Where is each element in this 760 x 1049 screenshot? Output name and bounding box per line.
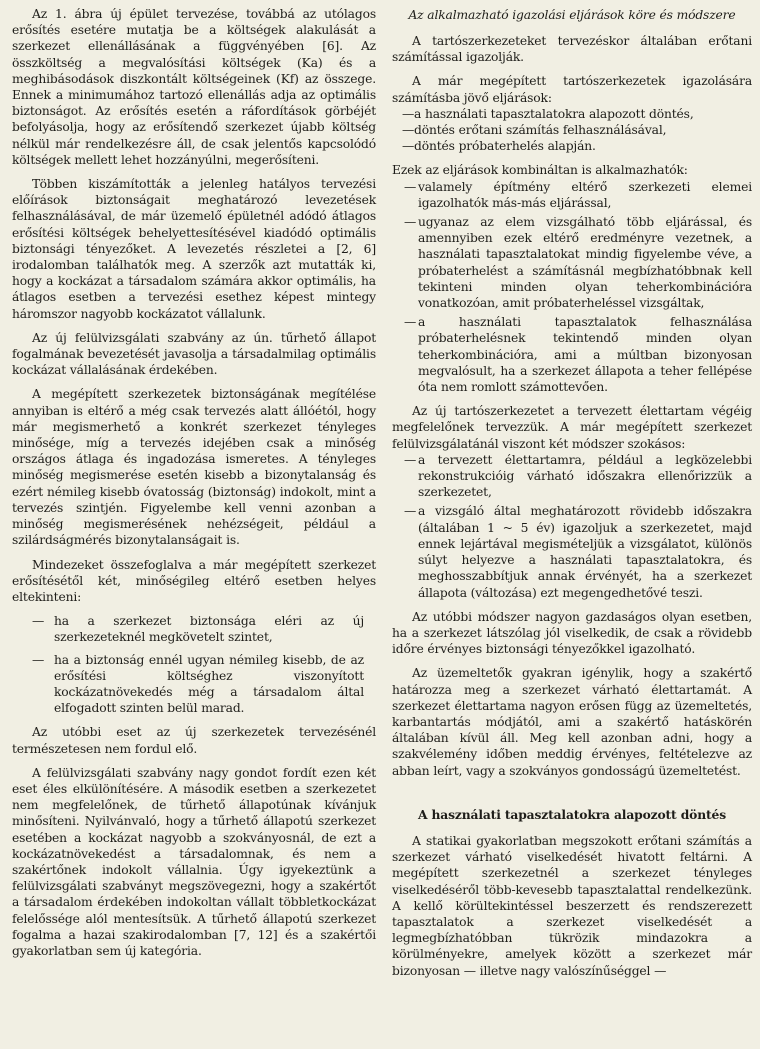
- right-column: [392, 6, 752, 987]
- combination-list: [392, 179, 752, 396]
- paragraph: Az üzemeltetők gyakran igénylik, hogy a szakértő határozza meg a szerkezet várható élettartamát. A szerkezet élettartama nagyon erősen függ az üzemeltetés, karbantartás módjától, ami a szakértő hatáskörén általában kívül áll. Meg kell azonban adni, hogy a szakvélemény időben meddig érvényes, feltételezve az abban leírt, vagy a szokványos gondosságú üzemeltetést.: [392, 666, 752, 778]
- list-item: — a használati tapasztalatokra alapozott döntés,: [392, 106, 752, 122]
- paragraph: Mindezeket összefoglalva a már megépített szerkezet erősítésétől két, minőségileg eltérő esetben helyes eltekinteni:: [12, 557, 376, 604]
- list-item: — ha a szerkezet biztonsága eléri az új szerkezeteknél megkövetelt szintet,: [28, 613, 364, 645]
- method-list: [392, 452, 752, 601]
- paragraph: Az új tartószerkezetet a tervezett élettartam végéig megfelelőnek tervezzük. A már megépített szerkezet felülvizsgálatánál viszont két módszer szokásos:: [392, 404, 752, 451]
- list-item: — a vizsgáló által meghatározott rövidebb időszakra (általában 1 ~ 5 év) igazoljuk a szerkezetet, majd ennek lejártával megismételjük a vizsgálatot, különös súlyt helyezve a használati tapasztalatokra, és meghosszabbítjuk annak érvényét, ha a szerkezet állapota (változása) ezt megengedhetővé teszi.: [392, 503, 752, 600]
- list-item: — valamely építmény eltérő szerkezeti elemei igazolhatók más-más eljárással,: [392, 179, 752, 211]
- paragraph: A már megépített tartószerkezetek igazolására számításba jövő eljárások:: [392, 74, 752, 105]
- list-item: — a tervezett élettartamra, például a legközelebbi rekonstrukcióig várható időszakra ellenőrizzük a szerkezetet,: [392, 452, 752, 501]
- list-item: — döntés erőtani számítás felhasználásával,: [392, 122, 752, 138]
- paragraph: A tartószerkezeteket tervezéskor általában erőtani számítással igazolják.: [392, 34, 752, 65]
- paragraph: Az utóbbi eset az új szerkezetek tervezésénél természetesen nem fordul elő.: [12, 725, 376, 756]
- list-item: — ha a biztonság ennél ugyan némileg kisebb, de az erősítési költséghez viszonyított kockázatnövekedés még a társadalom által elfogadott szinten belül marad.: [28, 652, 364, 717]
- paragraph: Ezek az eljárások kombináltan is alkalmazhatók:: [392, 163, 688, 178]
- section-heading: Az alkalmazható igazolási eljárások köre és módszere: [408, 8, 736, 22]
- procedure-list: [392, 106, 752, 155]
- paragraph: Az utóbbi módszer nagyon gazdaságos olyan esetben, ha a szerkezet látszólag jól viselkedik, de csak a rövidebb időre érvényes biztonsági tényezőkkel igazolható.: [392, 609, 752, 657]
- paragraph: A felülvizsgálati szabvány nagy gondot fordít ezen két eset éles elkülönítésére. A második esetben a szerkezetet nem megfelelőnek, de tűrhető állapotúnak kívánjuk minősíteni. Nyilvánvaló, hogy a tűrhető állapotú szerkezet esetében a kockázat nagyobb a szokványosnál, de ezt a kockázatnövekedést a társadalomnak, és nem a szakértőnek indokolt vállalnia. Úgy igyekeztünk a felülvizsgálati szabványt megszövegezni, hogy a szakértőt a társadalom érdekében indokoltan vállalt többletkockázat felelőssége alól mentesítsük. A tűrhető állapotú szerkezet fogalma a hazai szakirodalomban [7, 12] és a szakértői gyakorlatban sem új kategória.: [12, 765, 376, 958]
- list-item: — a használati tapasztalatok felhasználása próbaterhelésnek tekintendő minden olyan teherkombinációra, ami a múltban bizonyosan megvalósult, ha a szerkezet állapota a teher fellépése óta nem romlott számottevően.: [392, 314, 752, 395]
- case-list: [28, 613, 364, 716]
- list-item: — döntés próbaterhelés alapján.: [392, 138, 752, 154]
- paragraph: Az 1. ábra új épület tervezése, továbbá az utólagos erősítés esetére mutatja be a költségek alakulását a szerkezet ellenállásának a függvényében [6]. Az összköltség a megvalósítási költségek (Ka) és a meghibásodások diszkontált költségeinek (Kf) az összege. Ennek a minimumához tartozó ellenállás adja az optimális biztonságot. Az erősítés esetén a ráfordítások görbéjét befolyásolja, hogy az erősítendő szerkezet újabb költség nélkül már rendelkezésre áll, de csak jelentős kapcsolódó költségek mellett lehet hozzányúlni, megerősíteni.: [12, 7, 376, 167]
- section-heading: A használati tapasztalatokra alapozott döntés: [417, 806, 726, 822]
- left-column: [12, 6, 376, 967]
- paragraph: A megépített szerkezetek biztonságának megítélése annyiban is eltérő a még csak tervezés alatt állóétól, hogy már megismerhető a konkrét szerkezet tényleges minősége, míg a tervezés idejében csak a minőség országos átlaga és ingadozása ismeretes. A tényleges minőség megismerése esetén kisebb a bizonytalanság és ezért némileg kisebb óvatosság (biztonság) indokolt, mint a tervezés szintjén. Figyelembe kell venni azonban a minőség megismerésének nehézségeit, például a szilárdságmérés bizonytalanságait is.: [12, 387, 376, 548]
- paragraph: A statikai gyakorlatban megszokott erőtani számítás a szerkezet várható viselkedését hivatott feltárni. A megépített szerkezetnél a szerkezet tényleges viselkedéséről több-kevesebb tapasztalattal rendelkezünk. A kellő körültekintéssel beszerzett és rendszerezett tapasztalatok a szerkezet viselkedését a legmegbízhatóbban tükrözik mindazokra a körülményekre, amelyek között a szerkezet már bizonyosan — illetve nagy valószínűséggel —: [392, 833, 752, 978]
- paragraph: Az új felülvizsgálati szabvány az ún. tűrhető állapot fogalmának bevezetését javasolja a társadalmilag optimális kockázat vállalásának érdekében.: [12, 330, 376, 378]
- paragraph: Többen kiszámították a jelenleg hatályos tervezési előírások biztonságait meghatározó levezetések felhasználásával, de már üzemelő épületnél adódó átlagos erősítési költségek behelyettesítésével kiadódó optimális biztonsági tényezőket. A levezetés részletei a [2, 6] irodalomban találhatók meg. A szerzők azt mutatták ki, hogy a kockázat a társadalom számára akkor optimális, ha átlagos esetben a tervezési esethez képest mintegy háromszor nagyobb kockázatot vállalunk.: [12, 177, 376, 321]
- list-item: — ugyanaz az elem vizsgálható több eljárással, és amennyiben ezek eltérő eredményre vezetnek, a használati tapasztalatokat mindig figyelembe véve, a próbaterhelést a számításnál megbízhatóbbnak kell tekinteni minden olyan teherkombinációra vonatkozóan, amit próbaterheléssel vizsgáltak,: [392, 214, 752, 311]
